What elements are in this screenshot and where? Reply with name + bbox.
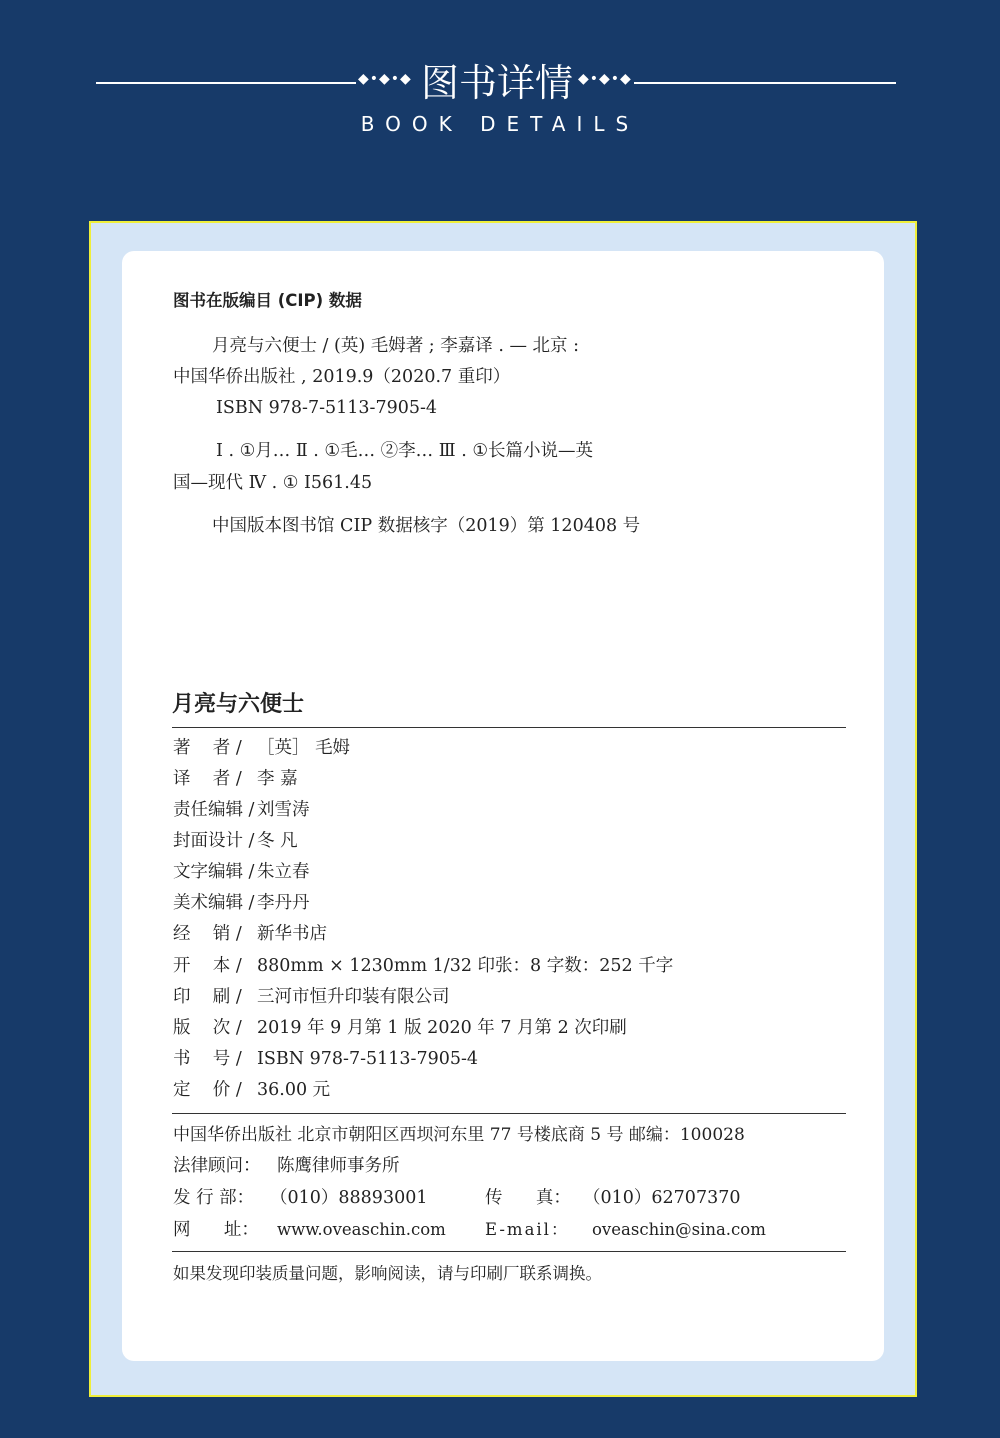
info-label-text-editor: 文字编辑 / (173, 862, 255, 882)
cip-line-2: 中国华侨出版社 , 2019.9（2020.7 重印） (173, 367, 511, 387)
page-header (0, 0, 1000, 200)
info-value-distributor: 新华书店 (257, 924, 327, 944)
publisher-rule-bottom (172, 1251, 846, 1252)
info-label-editor: 责任编辑 / (173, 800, 255, 820)
header-rule-left (96, 82, 356, 84)
legal-value: 陈鹰律师事务所 (277, 1156, 400, 1176)
header-subtitle: BOOK DETAILS (360, 112, 640, 136)
info-label-isbn: 书 号 / (173, 1049, 242, 1069)
web-url[interactable]: www.oveaschin.com (277, 1220, 446, 1239)
book-title: 月亮与六便士 (172, 692, 305, 717)
info-label-price: 定 价 / (173, 1080, 242, 1100)
header-rule-right (634, 82, 896, 84)
info-value-cover-design: 冬 凡 (257, 831, 298, 851)
info-value-art-editor: 李丹丹 (257, 893, 310, 913)
info-value-format: 880mm × 1230mm 1/32 印张：8 字数：252 千字 (257, 956, 674, 976)
fax-label: 传 真： (485, 1188, 571, 1208)
title-rule (172, 727, 846, 728)
cip-line-5: 国—现代 Ⅳ . ① I561.45 (173, 473, 373, 493)
cip-line-1: 月亮与六便士 / (英) 毛姆著 ; 李嘉译 . — 北京 : (212, 336, 579, 356)
cip-heading: 图书在版编目 (CIP) 数据 (173, 291, 362, 310)
info-label-distributor: 经 销 / (173, 924, 242, 944)
email-label: E-mail： (485, 1220, 570, 1239)
info-value-edition: 2019 年 9 月第 1 版 2020 年 7 月第 2 次印刷 (257, 1018, 627, 1038)
dept-phone: （010）88893001 (270, 1188, 428, 1208)
info-value-price: 36.00 元 (257, 1080, 331, 1100)
legal-label: 法律顾问： (173, 1156, 261, 1176)
info-label-printer: 印 刷 / (173, 987, 242, 1007)
publisher-address: 中国华侨出版社 北京市朝阳区西坝河东里 77 号楼底商 5 号 邮编：100028 (173, 1125, 745, 1145)
info-value-printer: 三河市恒升印装有限公司 (257, 987, 450, 1007)
info-value-editor: 刘雪涛 (257, 800, 310, 820)
info-label-edition: 版 次 / (173, 1018, 242, 1038)
header-title: 图书详情 (420, 61, 573, 105)
web-label: 网 址： (173, 1220, 259, 1240)
dept-label: 发 行 部： (173, 1188, 255, 1208)
email-address[interactable]: oveaschin@sina.com (592, 1220, 766, 1239)
info-value-text-editor: 朱立春 (257, 862, 310, 882)
diamond-ornament-left-icon: ◆•◆•◆ (358, 71, 412, 87)
publisher-rule-top (172, 1113, 846, 1114)
info-label-format: 开 本 / (173, 956, 242, 976)
fax-number: （010）62707370 (583, 1188, 741, 1208)
cip-line-6: 中国版本图书馆 CIP 数据核字（2019）第 120408 号 (212, 516, 641, 536)
info-value-author: ［英］ 毛姆 (257, 738, 351, 758)
quality-notice: 如果发现印装质量问题，影响阅读，请与印刷厂联系调换。 (173, 1264, 602, 1283)
info-label-cover-design: 封面设计 / (173, 831, 255, 851)
info-label-art-editor: 美术编辑 / (173, 893, 255, 913)
info-value-translator: 李 嘉 (257, 769, 298, 789)
diamond-ornament-right-icon: ◆•◆•◆ (578, 71, 632, 87)
cip-line-4: Ⅰ . ①月… Ⅱ . ①毛… ②李… Ⅲ . ①长篇小说—英 (216, 441, 594, 461)
info-value-isbn: ISBN 978-7-5113-7905-4 (257, 1049, 479, 1069)
info-label-translator: 译 者 / (173, 769, 242, 789)
info-label-author: 著 者 / (173, 738, 242, 758)
cip-isbn: ISBN 978-7-5113-7905-4 (216, 398, 438, 418)
